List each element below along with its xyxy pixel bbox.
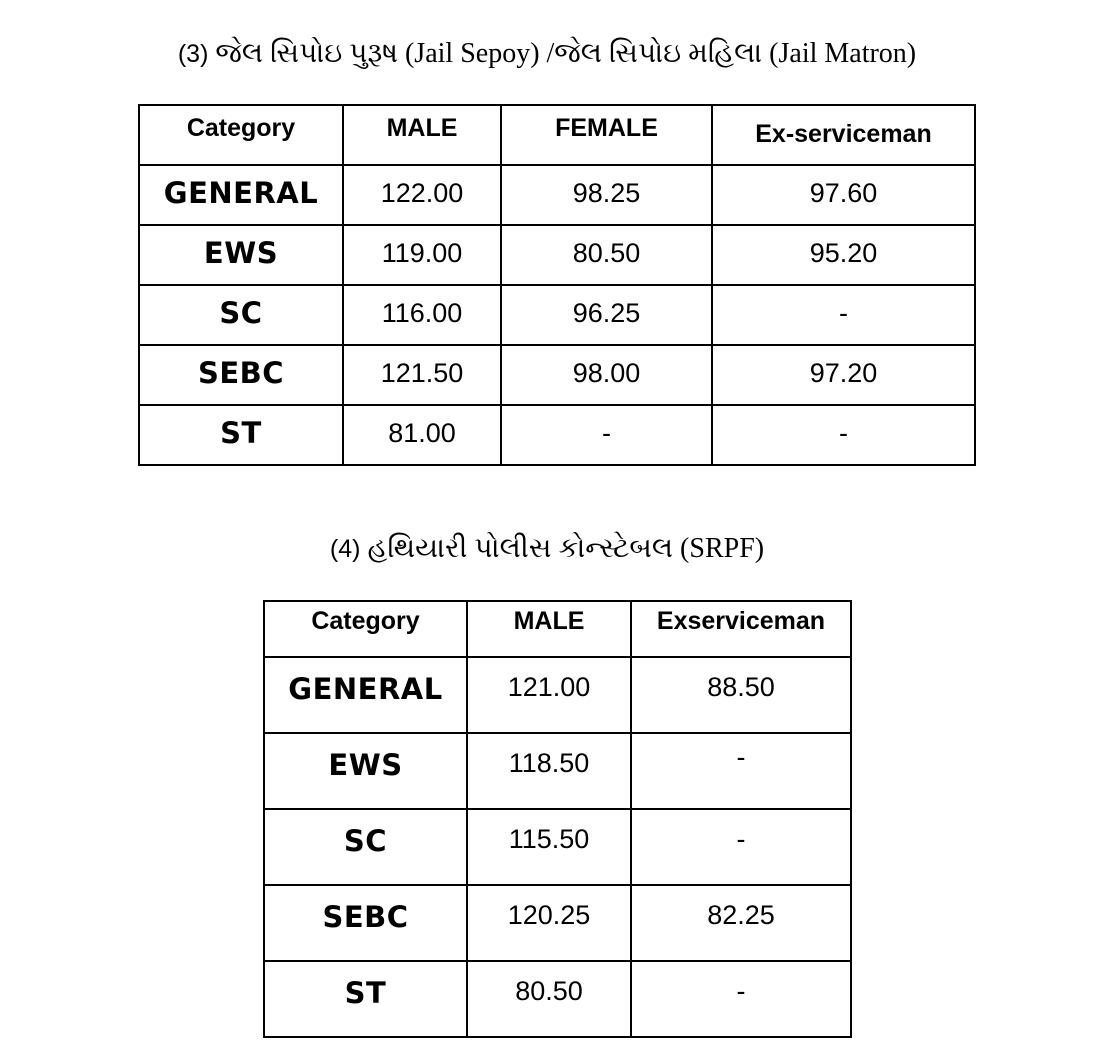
table-row <box>139 165 975 225</box>
male-cell: 121.00 <box>467 657 631 733</box>
female-cell: 80.50 <box>501 225 712 285</box>
section-4-title: હથિયારી પોલીસ કોન્સ્ટેબલ (SRPF) <box>367 533 765 564</box>
header-ex-serviceman: Ex-serviceman <box>712 105 975 165</box>
section-4-heading <box>0 533 1094 565</box>
table-header-row <box>264 601 851 657</box>
category-cell: SEBC <box>139 345 343 405</box>
exserviceman-cell: 88.50 <box>631 657 851 733</box>
section-3-heading <box>0 38 1094 70</box>
srpf-cutoff-table <box>263 600 852 1038</box>
exserviceman-cell: - <box>631 961 851 1037</box>
table-row <box>264 961 851 1037</box>
table-row <box>264 657 851 733</box>
table-row <box>139 225 975 285</box>
category-cell: SC <box>139 285 343 345</box>
category-cell: SEBC <box>264 885 467 961</box>
section-3-title: જેલ સિપોઇ પુરૂષ (Jail Sepoy) /જેલ સિપોઇ મહિલા (Jail Matron) <box>215 38 917 69</box>
ex-serviceman-cell: 97.20 <box>712 345 975 405</box>
header-female: FEMALE <box>501 105 712 165</box>
section-3-number: (3) <box>177 40 209 68</box>
table-row <box>264 733 851 809</box>
header-category: Category <box>264 601 467 657</box>
ex-serviceman-cell: - <box>712 405 975 465</box>
exserviceman-cell: - <box>631 809 851 885</box>
male-cell: 120.25 <box>467 885 631 961</box>
jail-sepoy-cutoff-table <box>138 104 976 466</box>
header-male: MALE <box>467 601 631 657</box>
ex-serviceman-cell: 95.20 <box>712 225 975 285</box>
female-cell: 98.25 <box>501 165 712 225</box>
table-row <box>139 285 975 345</box>
male-cell: 118.50 <box>467 733 631 809</box>
category-cell: SC <box>264 809 467 885</box>
exserviceman-cell: - <box>631 733 851 809</box>
table-row <box>264 809 851 885</box>
ex-serviceman-cell: - <box>712 285 975 345</box>
female-cell: 96.25 <box>501 285 712 345</box>
male-cell: 121.50 <box>343 345 501 405</box>
table-row <box>264 885 851 961</box>
table-row <box>139 345 975 405</box>
table-header-row <box>139 105 975 165</box>
category-cell: ST <box>139 405 343 465</box>
section-4-number: (4) <box>329 535 361 563</box>
category-cell: GENERAL <box>264 657 467 733</box>
male-cell: 119.00 <box>343 225 501 285</box>
category-cell: EWS <box>264 733 467 809</box>
female-cell: - <box>501 405 712 465</box>
header-male: MALE <box>343 105 501 165</box>
exserviceman-cell: 82.25 <box>631 885 851 961</box>
header-exserviceman: Exserviceman <box>631 601 851 657</box>
male-cell: 80.50 <box>467 961 631 1037</box>
header-category: Category <box>139 105 343 165</box>
male-cell: 122.00 <box>343 165 501 225</box>
male-cell: 81.00 <box>343 405 501 465</box>
category-cell: ST <box>264 961 467 1037</box>
category-cell: GENERAL <box>139 165 343 225</box>
male-cell: 115.50 <box>467 809 631 885</box>
male-cell: 116.00 <box>343 285 501 345</box>
female-cell: 98.00 <box>501 345 712 405</box>
ex-serviceman-cell: 97.60 <box>712 165 975 225</box>
table-row <box>139 405 975 465</box>
category-cell: EWS <box>139 225 343 285</box>
